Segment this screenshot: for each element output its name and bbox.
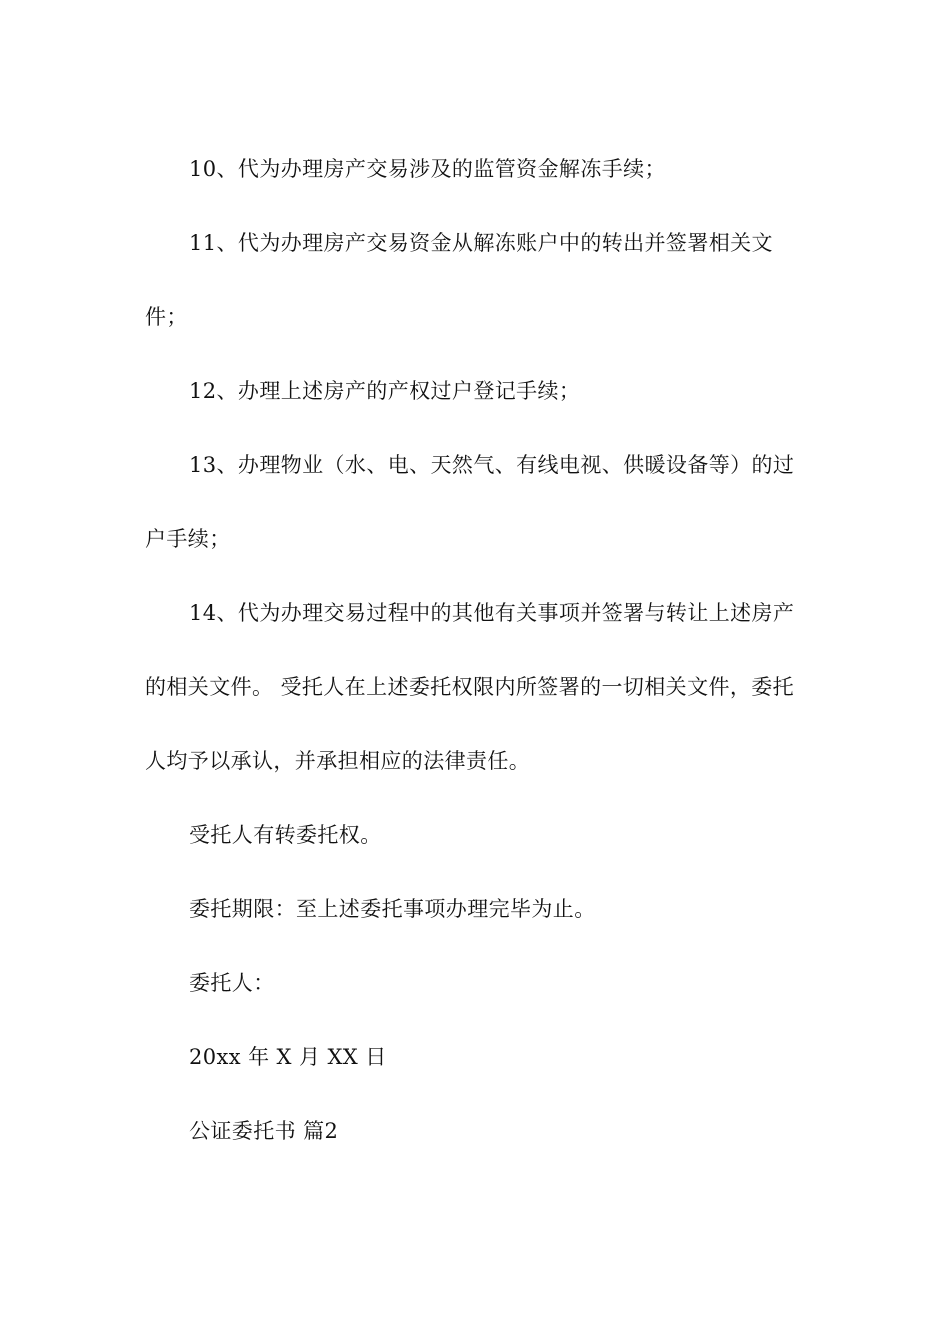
paragraph-date: 20xx 年 X 月 XX 日 — [189, 1045, 387, 1069]
paragraph-principal: 委托人： — [189, 971, 275, 995]
paragraph-term: 委托期限：至上述委托事项办理完毕为止。 — [189, 897, 596, 921]
paragraph-item-11: 11、代为办理房产交易资金从解冻账户中的转出并签署相关文件； — [145, 231, 773, 329]
paragraph-subdelegation: 受托人有转委托权。 — [189, 823, 382, 847]
paragraph-item-10: 10、代为办理房产交易涉及的监管资金解冻手续； — [189, 157, 666, 181]
paragraph-item-12: 12、办理上述房产的产权过户登记手续； — [189, 379, 581, 403]
document-body — [145, 132, 810, 1168]
paragraph-item-13: 13、办理物业（水、电、天然气、有线电视、供暖设备等）的过户手续； — [145, 453, 795, 551]
section-heading: 公证委托书 篇2 — [189, 1119, 339, 1143]
paragraph-item-14: 14、代为办理交易过程中的其他有关事项并签署与转让上述房产的相关文件。 受托人在上述委托权限内所签署的一切相关文件，委托人均予以承认，并承担相应的法律责任。 — [145, 601, 795, 773]
